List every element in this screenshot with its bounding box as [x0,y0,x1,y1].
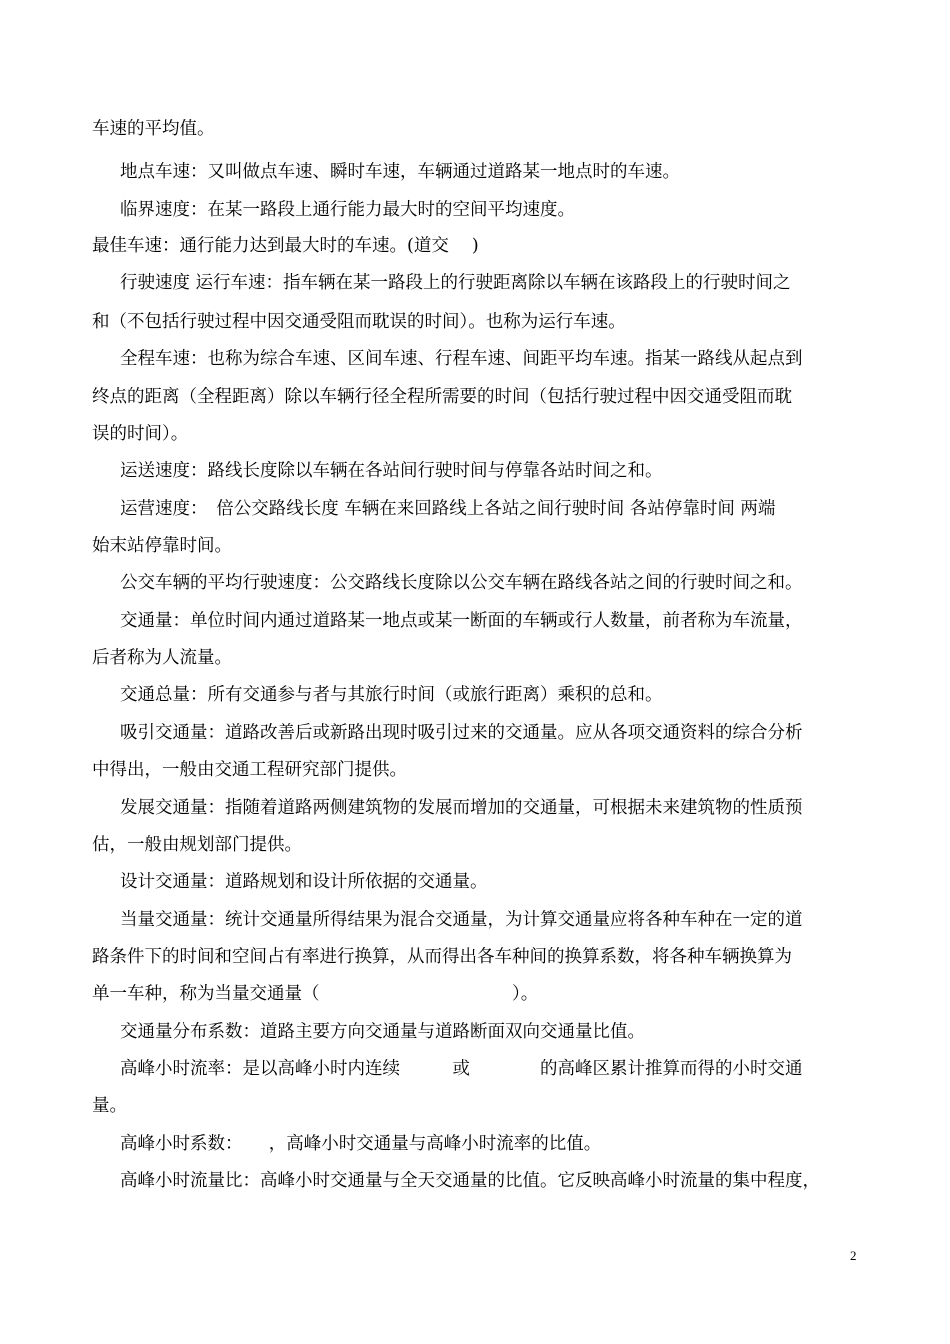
text-line: 后者称为人流量。 [92,648,232,668]
text-line: 高峰小时流率：是以高峰小时内连续 或 的高峰区累计推算而得的小时交通 [120,1059,803,1079]
text-line: 中得出，一般由交通工程研究部门提供。 [92,760,407,780]
text-line: 单一车种，称为当量交通量（ ）。 [92,984,539,1004]
text-line: 始末站停靠时间。 [92,536,232,556]
text-line: 最佳车速：通行能力达到最大时的车速。(道交 ) [92,236,479,256]
page-number: 2 [850,1248,857,1263]
text-line: 全程车速：也称为综合车速、区间车速、行程车速、间距平均车速。指某一路线从起点到 [120,349,803,369]
text-line: 终点的距离（全程距离）除以车辆行径全程所需要的时间（包括行驶过程中因交通受阻而耽 [92,387,792,407]
text-line: 和（不包括行驶过程中因交通受阻而耽误的时间）。也称为运行车速。 [92,312,626,332]
text-line: 车速的平均值。 [92,119,215,139]
text-line: 当量交通量：统计交通量所得结果为混合交通量，为计算交通量应将各种车种在一定的道 [120,910,803,930]
text-line: 地点车速：又叫做点车速、瞬时车速，车辆通过道路某一地点时的车速。 [120,162,680,182]
text-line: 运营速度： 倍公交路线长度 车辆在来回路线上各站之间行驶时间 各站停靠时间 两端 [120,499,776,519]
text-line: 量。 [92,1096,127,1116]
text-line: 交通量：单位时间内通过道路某一地点或某一断面的车辆或行人数量，前者称为车流量， [120,611,803,631]
text-line: 临界速度：在某一路段上通行能力最大时的空间平均速度。 [120,200,575,220]
text-line: 估，一般由规划部门提供。 [92,835,302,855]
text-line: 高峰小时流量比：高峰小时交通量与全天交通量的比值。它反映高峰小时流量的集中程度， [120,1171,820,1191]
text-line: 路条件下的时间和空间占有率进行换算，从而得出各车种间的换算系数，将各种车辆换算为 [92,947,792,967]
text-line: 行驶速度 运行车速：指车辆在某一路段上的行驶距离除以车辆在该路段上的行驶时间之 [120,273,791,293]
text-line: 吸引交通量：道路改善后或新路出现时吸引过来的交通量。应从各项交通资料的综合分析 [120,723,803,743]
text-line: 设计交通量：道路规划和设计所依据的交通量。 [120,872,488,892]
text-line: 交通量分布系数：道路主要方向交通量与道路断面双向交通量比值。 [120,1022,645,1042]
text-line: 误的时间）。 [92,424,189,444]
text-line: 高峰小时系数： ，高峰小时交通量与高峰小时流率的比值。 [120,1134,602,1154]
text-line: 运送速度：路线长度除以车辆在各站间行驶时间与停靠各站时间之和。 [120,461,663,481]
text-line: 交通总量：所有交通参与者与其旅行时间（或旅行距离）乘积的总和。 [120,685,663,705]
text-line: 发展交通量：指随着道路两侧建筑物的发展而增加的交通量，可根据未来建筑物的性质预 [120,798,803,818]
text-line: 公交车辆的平均行驶速度：公交路线长度除以公交车辆在路线各站之间的行驶时间之和。 [120,573,803,593]
